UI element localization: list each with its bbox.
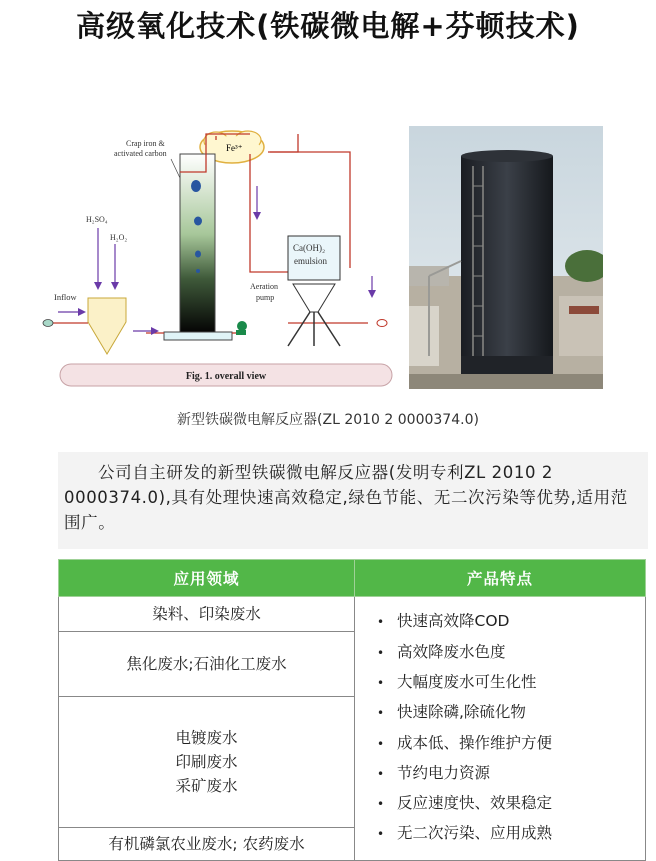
application-cell: 有机磷氯农业废水; 农药废水 <box>59 828 355 861</box>
application-line: 采矿废水 <box>175 777 238 795</box>
table-header-row <box>59 560 646 597</box>
col-features-header: 产品特点 <box>355 560 646 597</box>
outlet-valve-icon <box>377 320 387 327</box>
inflow-label: Inflow <box>54 292 77 302</box>
fe-label: Fe³⁺ <box>226 143 243 153</box>
list-item: • 快速除磷,除硫化物 <box>377 703 526 722</box>
bubble-icon <box>196 269 200 273</box>
table-row <box>59 597 646 632</box>
description-box <box>58 452 648 549</box>
application-line: 电镀废水 <box>175 729 238 747</box>
crap-iron-label: Crap iron & <box>126 139 165 148</box>
features-table <box>58 559 646 861</box>
process-diagram-svg <box>38 126 398 391</box>
tank-body <box>461 156 553 384</box>
page-title: 高级氧化技术(铁碳微电解+芬顿技术) <box>76 9 580 43</box>
list-item: • 大幅度废水可生化性 <box>377 672 537 691</box>
h2so4-label: H₂SO₄ <box>86 215 108 224</box>
bubble-icon <box>195 251 201 258</box>
diagram-caption: 新型铁碳微电解反应器(ZL 2010 2 0000374.0) <box>177 412 479 428</box>
bubble-icon <box>191 180 201 192</box>
application-cell: 染料、印染废水 <box>59 597 355 632</box>
description-text: 公司自主研发的新型铁碳微电解反应器(发明专利ZL 2010 2 0000374.0),具有处理快速高效稳定,绿色节能、无二次污染等优势,适用范围广。 <box>64 463 628 532</box>
list-item: • 节约电力资源 <box>377 763 491 782</box>
reactor-photo <box>409 126 603 389</box>
application-cell <box>59 697 355 828</box>
fig-caption: Fig. 1. overall view <box>185 371 267 382</box>
reactor-photo-svg <box>409 126 603 389</box>
application-line: 印刷废水 <box>175 753 238 771</box>
aeration-label: Aeration <box>250 282 278 291</box>
col-application-header: 应用领域 <box>59 560 355 597</box>
features-cell <box>355 597 646 861</box>
list-item: • 高效降废水色度 <box>377 642 506 661</box>
bubble-icon <box>194 217 202 226</box>
h2o2-label: H₂O₂ <box>110 233 128 242</box>
caoh-label: Ca(OH)₂ <box>293 243 326 253</box>
emulsion-label: emulsion <box>294 256 327 266</box>
pump-label: pump <box>256 293 275 302</box>
process-diagram <box>38 126 398 391</box>
activated-carbon-label: activated carbon <box>114 149 167 158</box>
pump-icon <box>237 321 247 331</box>
application-cell: 焦化废水;石油化工废水 <box>59 632 355 697</box>
list-item: • 无二次污染、应用成熟 <box>377 824 553 843</box>
list-item: • 成本低、操作维护方便 <box>377 733 553 752</box>
list-item: • 反应速度快、效果稳定 <box>377 794 553 813</box>
features-list <box>377 607 644 849</box>
column-base <box>164 332 232 340</box>
inlet-valve-icon <box>43 320 53 327</box>
list-item: • 快速高效降COD <box>377 612 510 631</box>
mixing-tank <box>88 298 126 354</box>
